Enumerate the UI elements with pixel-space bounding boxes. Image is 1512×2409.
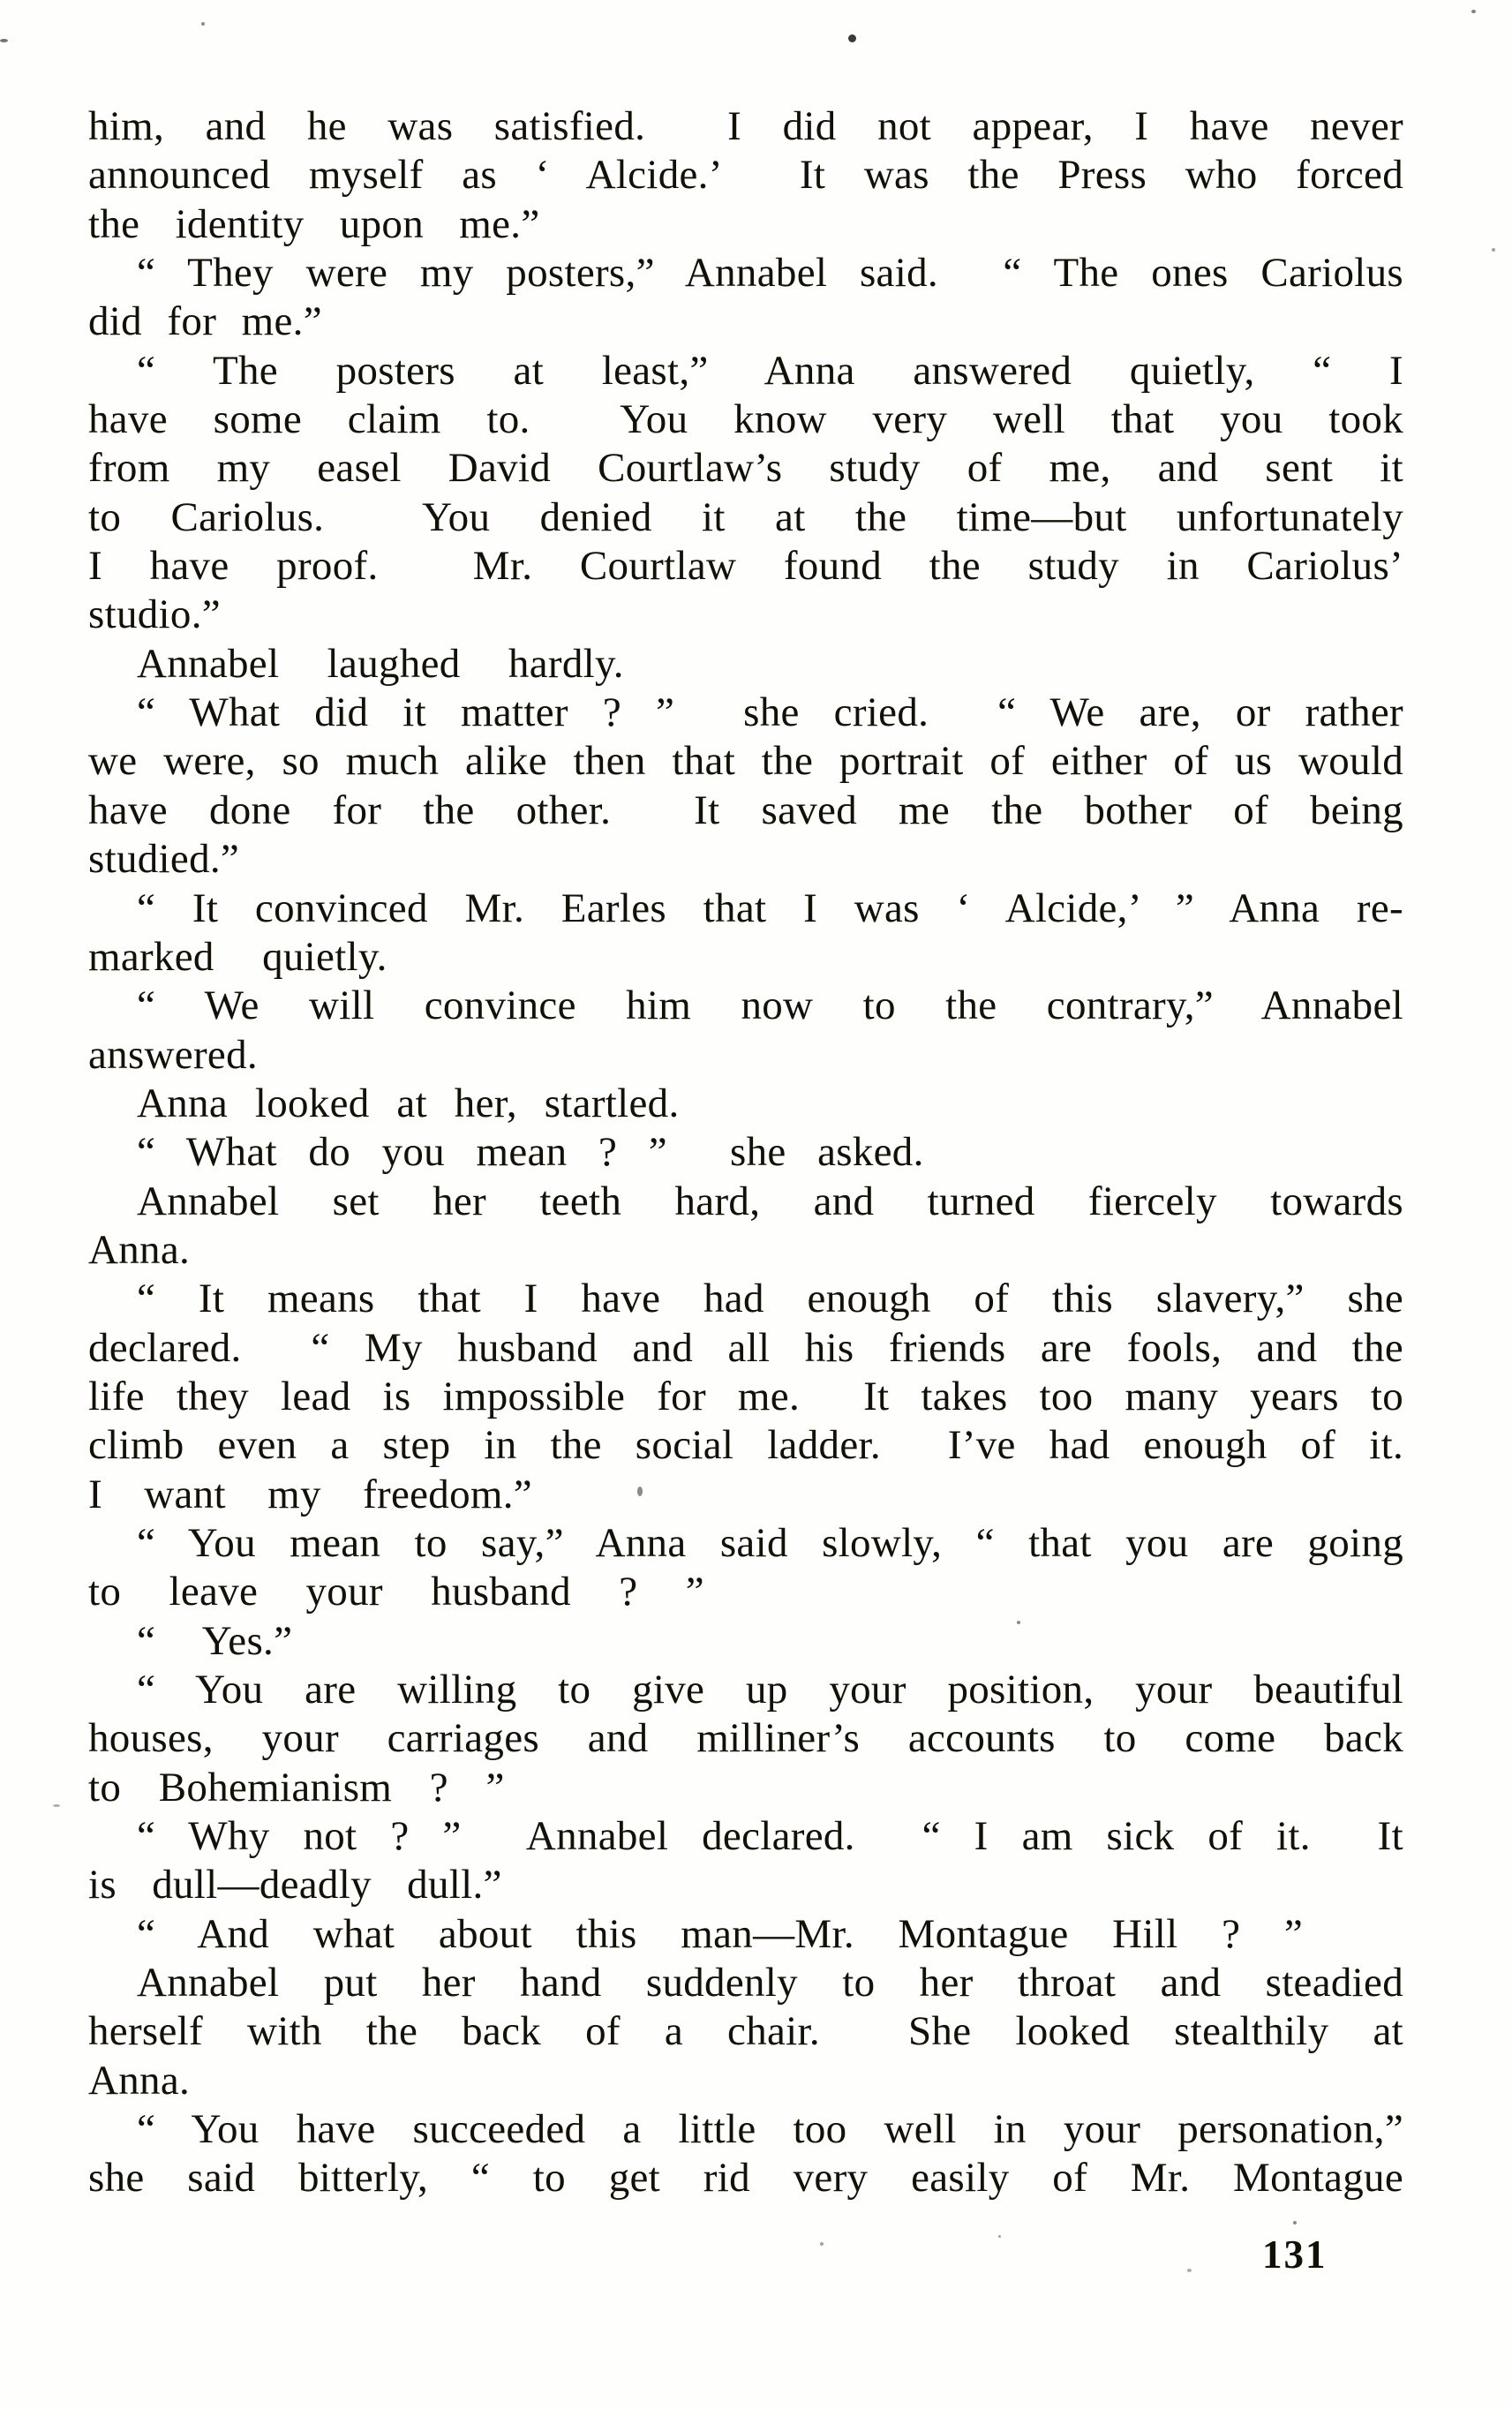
text-line: did for me.” (88, 298, 322, 345)
text-line: “ And what about this man—Mr. Montague Hill ? ” (137, 1910, 1304, 1957)
page-number: 131 (1262, 2232, 1328, 2277)
text-line: I have proof. Mr. Courtlaw found the study in Cariolus’ (88, 543, 1403, 590)
text-line: is dull—deadly dull.” (88, 1862, 502, 1908)
text-line: “ We will convince him now to the contrary,” Annabel (137, 982, 1403, 1029)
text-line: to Bohemianism ? ” (88, 1764, 505, 1811)
text-line: studied.” (88, 836, 240, 883)
text-line: “ It means that I have had enough of this slavery,” she (137, 1276, 1403, 1322)
text-line: studio.” (88, 591, 221, 638)
text-line: “ Why not ? ” Annabel declared. “ I am sick of it. It (137, 1813, 1403, 1860)
ink-speck (201, 22, 205, 26)
text-line: “ You have succeeded a little too well in your personation,” (137, 2106, 1403, 2153)
text-line: she said bitterly, “ to get rid very easily of Mr. Montague (88, 2155, 1403, 2202)
text-line: “ Yes.” (137, 1617, 293, 1664)
ink-speck (1293, 2221, 1297, 2225)
text-line: Annabel laughed hardly. (137, 640, 624, 687)
ink-speck (820, 2242, 824, 2246)
text-line: to leave your husband ? ” (88, 1569, 704, 1615)
text-line: marked quietly. (88, 933, 387, 980)
text-line: herself with the back of a chair. She looked stealthily at (88, 2008, 1403, 2055)
text-line: have done for the other. It saved me the bother of being (88, 787, 1403, 833)
ink-speck (848, 34, 856, 42)
text-line: “ What do you mean ? ” she asked. (137, 1129, 924, 1176)
text-line: the identity upon me.” (88, 200, 540, 247)
text-line: Annabel put her hand suddenly to her throat and steadied (137, 1960, 1403, 2006)
text-line: Anna looked at her, startled. (137, 1080, 680, 1126)
ink-speck (1471, 10, 1476, 13)
text-line: from my easel David Courtlaw’s study of me, and sent it (88, 445, 1403, 492)
text-line: “ They were my posters,” Annabel said. “ The ones Cariolus (137, 250, 1403, 297)
ink-speck (1187, 2269, 1192, 2272)
text-line: Anna. (88, 1226, 191, 1273)
text-line: “ You mean to say,” Anna said slowly, “ that you are going (137, 1519, 1403, 1566)
ink-speck (53, 1804, 60, 1807)
text-line: “ The posters at least,” Anna answered quietly, “ I (137, 347, 1403, 394)
text-line: “ What did it matter ? ” she cried. “ We are, or rather (137, 689, 1403, 736)
ink-speck (998, 2235, 1001, 2238)
text-line: “ You are willing to give up your position, your beautiful (137, 1667, 1403, 1713)
text-line: him, and he was satisfied. I did not appear, I have never (88, 103, 1403, 149)
text-line: Anna. (88, 2057, 191, 2104)
text-line: climb even a step in the social ladder. I’ve had enough of it. (88, 1422, 1403, 1469)
ink-speck (1017, 1621, 1020, 1624)
text-line: “ It convinced Mr. Earles that I was ‘ Alcide,’ ” Anna re- (137, 885, 1403, 931)
text-line: announced myself as ‘ Alcide.’ It was the Press who forced (88, 152, 1403, 199)
text-line: to Cariolus. You denied it at the time—but unfortunately (88, 493, 1403, 540)
text-line: have some claim to. You know very well that you took (88, 396, 1403, 443)
text-line: answered. (88, 1031, 258, 1078)
text-line: we were, so much alike then that the portrait of either of us would (88, 738, 1403, 785)
ink-speck (1492, 248, 1495, 252)
text-line: Annabel set her teeth hard, and turned fiercely towards (137, 1178, 1403, 1224)
text-line: life they lead is impossible for me. It takes too many years to (88, 1373, 1403, 1419)
ink-speck (637, 1487, 643, 1496)
text-block (88, 102, 1403, 2203)
text-line: houses, your carriages and milliner’s accounts to come back (88, 1715, 1403, 1762)
ink-speck (0, 39, 8, 42)
text-line: I want my freedom.” (88, 1471, 532, 1517)
text-line: declared. “ My husband and all his friends are fools, and the (88, 1324, 1403, 1371)
